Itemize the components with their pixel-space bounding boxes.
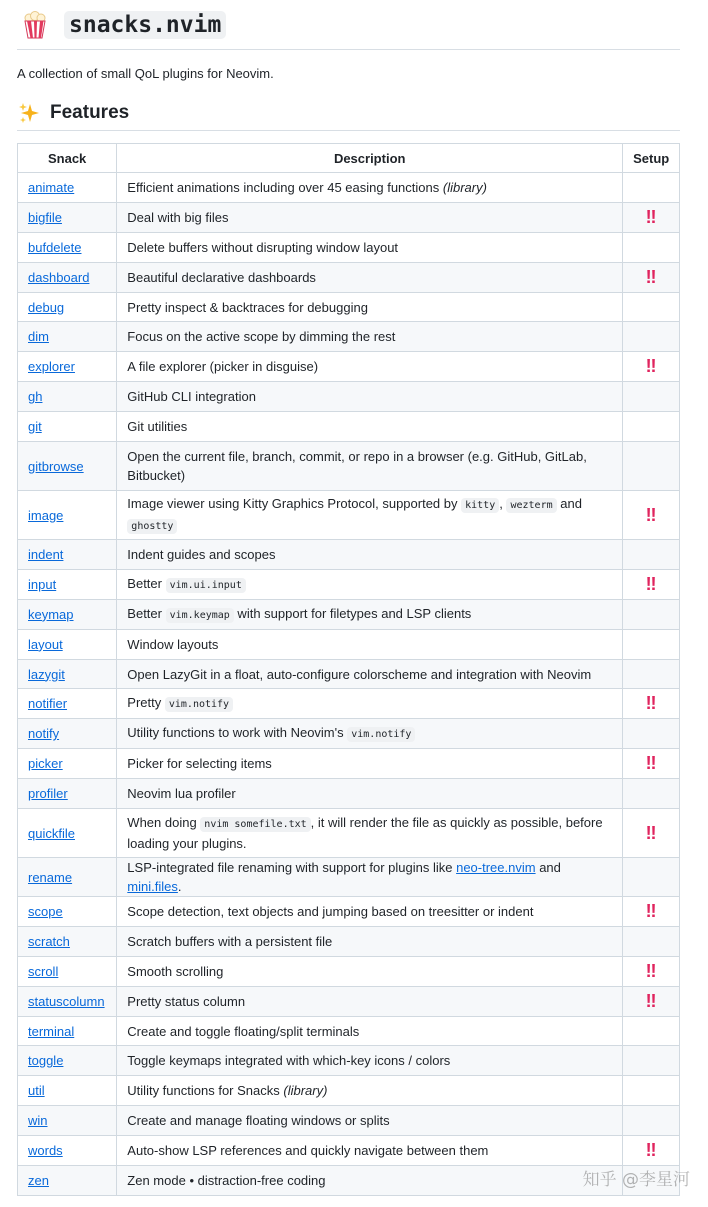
description-link[interactable]: neo-tree.nvim	[456, 860, 536, 876]
description-text: .	[177, 879, 182, 895]
snack-link[interactable]: scratch	[28, 933, 70, 949]
description-text: Deal with big files	[127, 209, 229, 225]
description-cell	[117, 719, 623, 749]
readme-content	[17, 0, 680, 1196]
table-row	[18, 809, 680, 858]
table-row	[18, 569, 680, 599]
description-cell	[117, 1046, 623, 1076]
description-text: Toggle keymaps integrated with which-key icons / colors	[127, 1053, 451, 1069]
setup-cell	[623, 322, 680, 352]
table-row	[18, 173, 680, 203]
table-row	[18, 1016, 680, 1046]
inline-code: vim.keymap	[166, 608, 234, 623]
snack-cell	[18, 986, 117, 1016]
table-row	[18, 202, 680, 232]
snack-cell	[18, 352, 117, 382]
column-header-snack: Snack	[18, 144, 117, 173]
snack-link[interactable]: image	[28, 507, 64, 523]
snack-cell	[18, 322, 117, 352]
table-row	[18, 491, 680, 540]
description-cell	[117, 1166, 623, 1196]
snack-cell	[18, 1166, 117, 1196]
table-row	[18, 1136, 680, 1166]
description-text: Delete buffers without disrupting window layout	[127, 239, 399, 255]
snack-cell	[18, 1016, 117, 1046]
snack-cell	[18, 1136, 117, 1166]
description-text: Git utilities	[127, 419, 188, 435]
description-cell	[117, 540, 623, 570]
setup-cell	[623, 569, 680, 599]
setup-required-icon: ‼	[645, 960, 653, 981]
setup-cell	[623, 926, 680, 956]
table-header-row	[18, 144, 680, 173]
description-cell	[117, 1106, 623, 1136]
table-row	[18, 779, 680, 809]
emphasis-text: (library)	[442, 179, 487, 195]
description-cell	[117, 292, 623, 322]
table-row	[18, 659, 680, 689]
table-row	[18, 322, 680, 352]
snack-link[interactable]: git	[28, 419, 42, 435]
inline-code: vim.notify	[347, 727, 415, 742]
snack-cell	[18, 382, 117, 412]
snack-cell	[18, 897, 117, 927]
table-row	[18, 352, 680, 382]
setup-cell	[623, 1136, 680, 1166]
setup-cell	[623, 292, 680, 322]
snack-cell	[18, 1076, 117, 1106]
snack-link[interactable]: keymap	[28, 606, 74, 622]
table-row	[18, 262, 680, 292]
page-title: snacks.nvim	[64, 11, 226, 39]
setup-cell	[623, 986, 680, 1016]
table-row	[18, 689, 680, 719]
description-text: Efficient animations including over 45 easing functions	[127, 179, 443, 195]
setup-cell	[623, 689, 680, 719]
description-cell	[117, 986, 623, 1016]
table-row	[18, 1166, 680, 1196]
description-text: Picker for selecting items	[127, 756, 272, 772]
snack-cell	[18, 442, 117, 491]
snack-link[interactable]: notify	[28, 726, 60, 742]
setup-cell	[623, 1106, 680, 1136]
features-title: Features	[50, 101, 130, 123]
description-link[interactable]: mini.files	[127, 879, 178, 895]
description-text: Indent guides and scopes	[127, 546, 276, 562]
setup-cell	[623, 599, 680, 629]
description-text: Utility functions to work with Neovim's	[127, 725, 348, 741]
table-row	[18, 599, 680, 629]
snack-cell	[18, 540, 117, 570]
sparkles-icon	[18, 102, 40, 124]
snack-cell	[18, 689, 117, 719]
snack-link[interactable]: rename	[28, 869, 73, 885]
description-text: Neovim lua profiler	[127, 786, 236, 802]
description-text: Pretty status column	[127, 993, 246, 1009]
snack-cell	[18, 232, 117, 262]
description-text: Utility functions for Snacks	[127, 1083, 284, 1099]
description-cell	[117, 322, 623, 352]
description-text: Better	[127, 605, 166, 621]
description-cell	[117, 352, 623, 382]
table-row	[18, 858, 680, 897]
snack-cell	[18, 629, 117, 659]
snack-link[interactable]: gitbrowse	[28, 458, 84, 474]
snack-link[interactable]: zen	[28, 1172, 49, 1188]
table-row	[18, 749, 680, 779]
description-text: , it will render the file as quickly as possible, before loading your plugins.	[127, 815, 603, 852]
description-text: Beautiful declarative dashboards	[127, 269, 316, 285]
description-cell	[117, 629, 623, 659]
description-text: and	[535, 860, 561, 876]
setup-cell	[623, 719, 680, 749]
description-text: Open LazyGit in a float, auto-configure colorscheme and integration with Neovim	[127, 666, 592, 682]
column-header-description: Description	[117, 144, 623, 173]
popcorn-icon	[22, 11, 48, 39]
snack-link[interactable]: dim	[28, 329, 49, 345]
description-text: Pretty	[127, 695, 165, 711]
table-row	[18, 540, 680, 570]
snack-link[interactable]: win	[28, 1113, 48, 1129]
description-cell	[117, 1016, 623, 1046]
description-text: When doing	[127, 815, 201, 831]
setup-cell	[623, 858, 680, 897]
description-text: ,	[499, 496, 507, 512]
snack-link[interactable]: indent	[28, 546, 64, 562]
snack-link[interactable]: quickfile	[28, 825, 75, 841]
snack-cell	[18, 956, 117, 986]
description-text: and	[556, 496, 582, 512]
emphasis-text: (library)	[283, 1083, 328, 1099]
table-row	[18, 1106, 680, 1136]
description-cell	[117, 491, 623, 540]
snack-link[interactable]: toggle	[28, 1053, 64, 1069]
snack-link[interactable]: picker	[28, 756, 63, 772]
description-cell	[117, 599, 623, 629]
tagline: A collection of small QoL plugins for Neovim.	[17, 66, 274, 81]
setup-required-icon: ‼	[645, 1140, 653, 1161]
title-row	[17, 0, 680, 50]
description-text: GitHub CLI integration	[127, 389, 256, 405]
setup-cell	[623, 262, 680, 292]
setup-cell	[623, 442, 680, 491]
setup-cell	[623, 749, 680, 779]
table-body	[18, 173, 680, 1196]
description-cell	[117, 779, 623, 809]
description-text: Scratch buffers with a persistent file	[127, 933, 333, 949]
features-table	[17, 143, 680, 1196]
setup-cell	[623, 956, 680, 986]
table-row	[18, 956, 680, 986]
snack-cell	[18, 659, 117, 689]
setup-cell	[623, 629, 680, 659]
setup-cell	[623, 1076, 680, 1106]
setup-required-icon: ‼	[645, 900, 653, 921]
setup-cell	[623, 659, 680, 689]
snack-cell	[18, 809, 117, 858]
setup-cell	[623, 202, 680, 232]
setup-required-icon: ‼	[645, 573, 653, 594]
table-row	[18, 926, 680, 956]
description-text: LSP-integrated file renaming with support for plugins like	[127, 860, 457, 876]
setup-cell	[623, 491, 680, 540]
snack-cell	[18, 926, 117, 956]
snack-link[interactable]: bufdelete	[28, 239, 82, 255]
description-cell	[117, 382, 623, 412]
table-row	[18, 1076, 680, 1106]
inline-code: vim.notify	[165, 697, 233, 712]
description-text: Pretty inspect & backtraces for debugging	[127, 299, 368, 315]
description-text: Open the current file, branch, commit, or repo in a browser (e.g. GitHub, GitLab, Bitbucket)	[127, 449, 587, 484]
description-text: Auto-show LSP references and quickly navigate between them	[127, 1143, 489, 1159]
setup-required-icon: ‼	[645, 753, 653, 774]
snack-cell	[18, 1106, 117, 1136]
watermark: 知乎 @李星河	[582, 1170, 690, 1190]
table-row	[18, 629, 680, 659]
snack-link[interactable]: layout	[28, 636, 63, 652]
snack-cell	[18, 412, 117, 442]
snack-cell	[18, 599, 117, 629]
description-text: Focus on the active scope by dimming the rest	[127, 329, 396, 345]
description-cell	[117, 926, 623, 956]
setup-required-icon: ‼	[645, 990, 653, 1011]
snack-cell	[18, 569, 117, 599]
description-cell	[117, 412, 623, 442]
snack-link[interactable]: dashboard	[28, 269, 90, 285]
table-row	[18, 719, 680, 749]
snack-link[interactable]: notifier	[28, 696, 68, 712]
description-cell	[117, 1136, 623, 1166]
description-cell	[117, 1076, 623, 1106]
snack-link[interactable]: util	[28, 1083, 45, 1099]
table-row	[18, 232, 680, 262]
setup-required-icon: ‼	[645, 693, 653, 714]
snack-link[interactable]: bigfile	[28, 209, 62, 225]
setup-required-icon: ‼	[645, 822, 653, 843]
description-cell	[117, 858, 623, 897]
features-heading	[17, 97, 680, 131]
snack-link[interactable]: lazygit	[28, 666, 65, 682]
snack-cell	[18, 491, 117, 540]
description-cell	[117, 689, 623, 719]
setup-cell	[623, 352, 680, 382]
snack-link[interactable]: scroll	[28, 963, 59, 979]
setup-cell	[623, 1046, 680, 1076]
description-cell	[117, 956, 623, 986]
setup-required-icon: ‼	[645, 206, 653, 227]
snack-link[interactable]: profiler	[28, 786, 68, 802]
description-cell	[117, 173, 623, 203]
snack-link[interactable]: gh	[28, 389, 43, 405]
setup-cell	[623, 1016, 680, 1046]
description-cell	[117, 569, 623, 599]
description-cell	[117, 202, 623, 232]
description-text: Create and manage floating windows or splits	[127, 1113, 390, 1129]
inline-code: nvim somefile.txt	[200, 817, 310, 832]
description-text: Window layouts	[127, 636, 219, 652]
setup-cell	[623, 779, 680, 809]
column-header-setup: Setup	[623, 144, 680, 173]
table-row	[18, 897, 680, 927]
table-row	[18, 292, 680, 322]
setup-cell	[623, 809, 680, 858]
setup-cell	[623, 232, 680, 262]
description-text: Better	[127, 575, 166, 591]
table-row	[18, 986, 680, 1016]
snack-cell	[18, 749, 117, 779]
snack-cell	[18, 858, 117, 897]
setup-cell	[623, 382, 680, 412]
setup-cell	[623, 540, 680, 570]
snack-link[interactable]: animate	[28, 179, 75, 195]
table-row	[18, 1046, 680, 1076]
description-text: with support for filetypes and LSP clients	[233, 605, 472, 621]
description-cell	[117, 262, 623, 292]
description-cell	[117, 232, 623, 262]
description-cell	[117, 749, 623, 779]
table-row	[18, 382, 680, 412]
table-row	[18, 412, 680, 442]
snack-link[interactable]: input	[28, 576, 57, 592]
inline-code: wezterm	[506, 498, 556, 513]
snack-cell	[18, 173, 117, 203]
setup-required-icon: ‼	[645, 504, 653, 525]
description-text: Image viewer using Kitty Graphics Protocol, supported by	[127, 496, 462, 512]
inline-code: vim.ui.input	[166, 578, 246, 593]
snack-link[interactable]: statuscolumn	[28, 993, 105, 1009]
description-cell	[117, 897, 623, 927]
setup-required-icon: ‼	[645, 266, 653, 287]
description-text: Zen mode • distraction-free coding	[127, 1172, 326, 1188]
snack-link[interactable]: scope	[28, 903, 63, 919]
description-cell	[117, 659, 623, 689]
description-text: A file explorer (picker in disguise)	[127, 359, 319, 375]
inline-code: ghostty	[127, 519, 177, 534]
snack-link[interactable]: words	[28, 1143, 63, 1159]
inline-code: kitty	[461, 498, 499, 513]
description-text: Create and toggle floating/split terminals	[127, 1023, 360, 1039]
setup-required-icon: ‼	[645, 356, 653, 377]
setup-cell	[623, 412, 680, 442]
description-cell	[117, 442, 623, 491]
setup-cell	[623, 897, 680, 927]
snack-link[interactable]: explorer	[28, 359, 75, 375]
snack-cell	[18, 779, 117, 809]
snack-link[interactable]: debug	[28, 299, 65, 315]
description-text: Smooth scrolling	[127, 963, 224, 979]
snack-cell	[18, 262, 117, 292]
table-row	[18, 442, 680, 491]
setup-cell	[623, 173, 680, 203]
snack-cell	[18, 1046, 117, 1076]
snack-link[interactable]: terminal	[28, 1023, 75, 1039]
snack-cell	[18, 292, 117, 322]
description-cell	[117, 809, 623, 858]
snack-cell	[18, 202, 117, 232]
description-text: Scope detection, text objects and jumping based on treesitter or indent	[127, 903, 534, 919]
snack-cell	[18, 719, 117, 749]
